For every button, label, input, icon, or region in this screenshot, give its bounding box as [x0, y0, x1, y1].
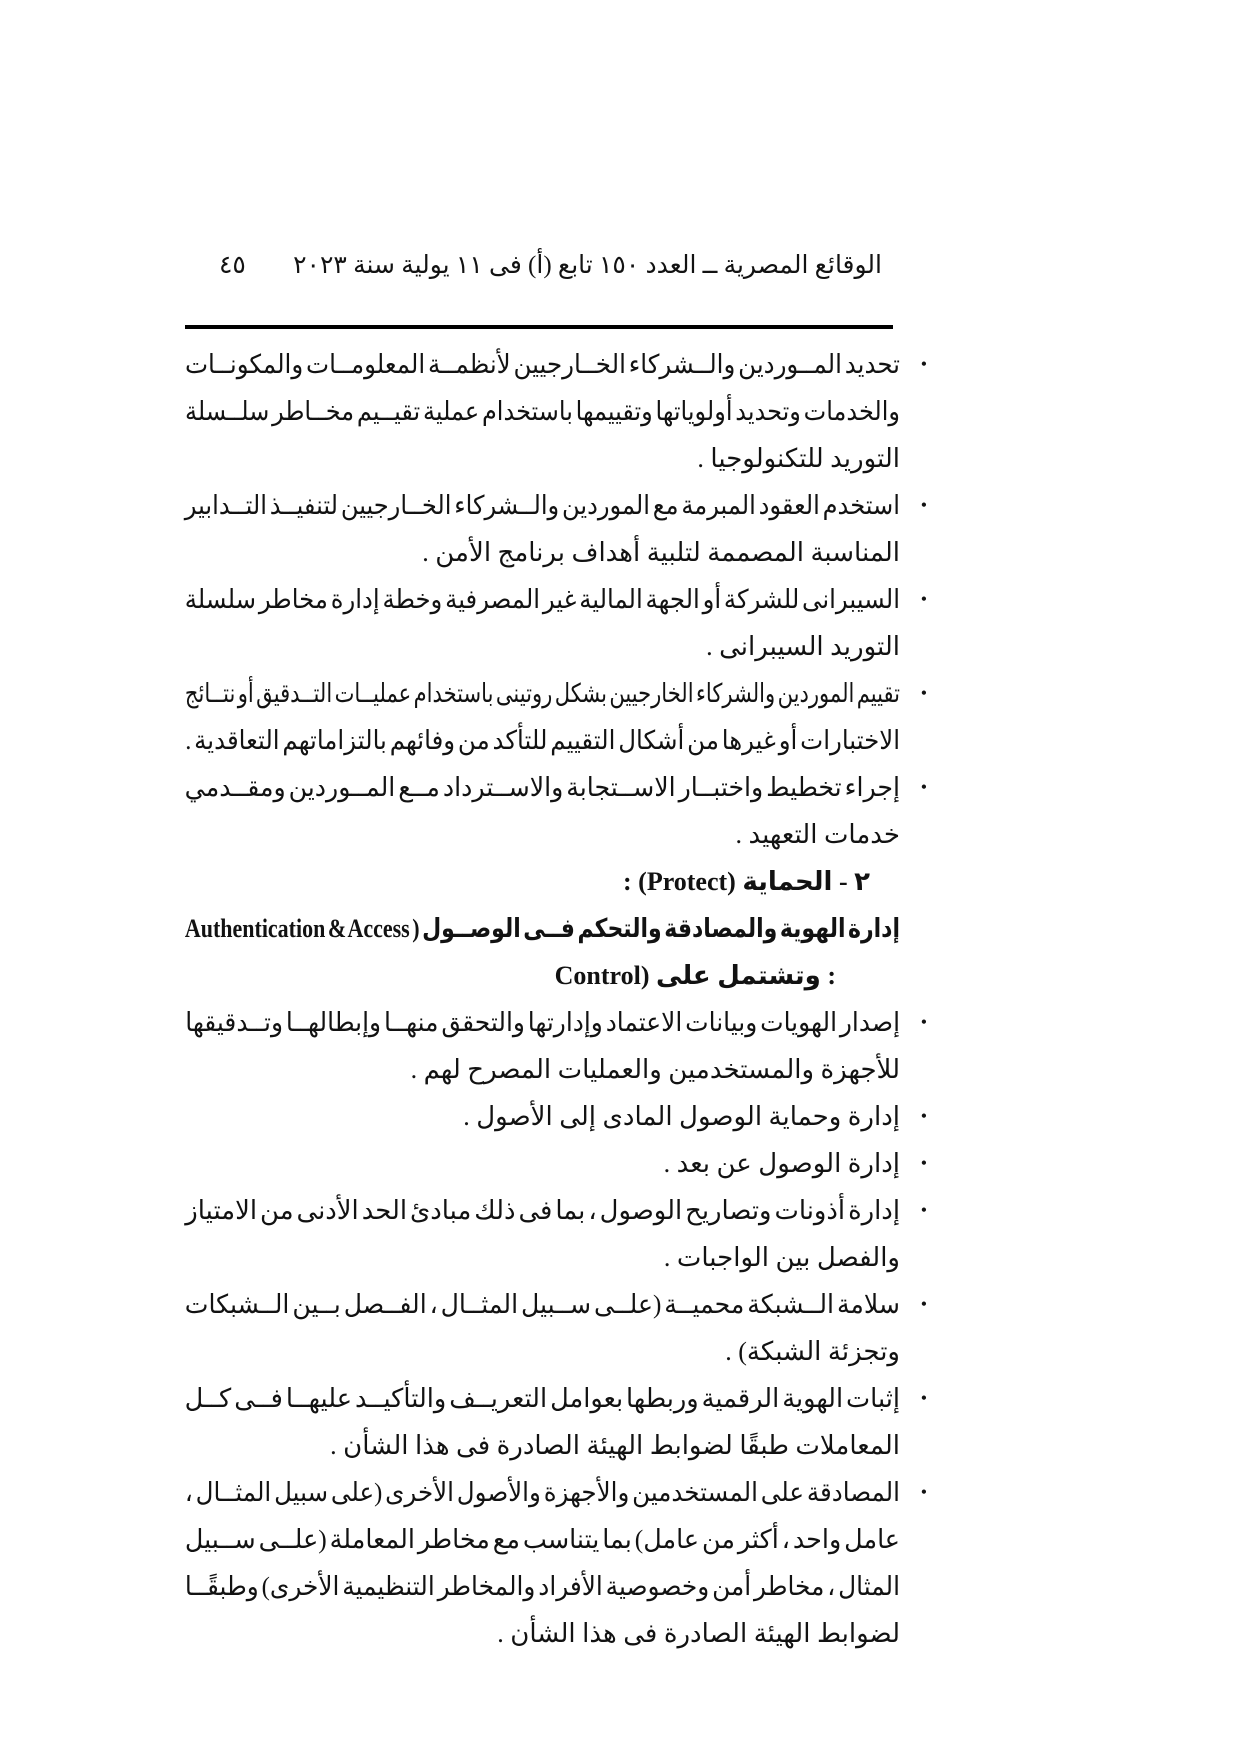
document-body [185, 341, 930, 1657]
bullet-icon: • [920, 1388, 927, 1408]
text-line: خدمات التعهيد . [735, 820, 900, 849]
text-line: التوريد السيبرانى . [706, 632, 900, 661]
bullet-icon: • [920, 1294, 927, 1314]
document-header [185, 242, 930, 280]
text-line: وتجزئة الشبكة) . [725, 1337, 900, 1366]
text-line: إدارة الهوية والمصادقة والتحكم فــى الوصــول ( Authentication & Access [184, 914, 900, 943]
page-number: ٤٥ [219, 252, 246, 279]
text-line: ٢ - الحماية (Protect) : [622, 867, 870, 896]
text-line: إدارة أذونات وتصاريح الوصول ، بما فى ذلك مبادئ الحد الأدنى من الامتياز [185, 1196, 901, 1225]
bullet-item [185, 670, 930, 764]
section-heading [185, 858, 930, 905]
bullet-icon: • [920, 683, 927, 703]
text-line: لضوابط الهيئة الصادرة فى هذا الشأن . [497, 1619, 900, 1648]
bullet-icon: • [920, 495, 927, 515]
bullet-item [185, 1469, 930, 1657]
text-line: سلامة الــشبكة محميــة (علــى ســبيل المثــال ، الفــصل بــين الــشبكات [184, 1290, 901, 1319]
bullet-icon: • [920, 1106, 927, 1126]
text-line: إدارة وحماية الوصول المادى إلى الأصول . [463, 1102, 900, 1131]
bullet-icon: • [920, 589, 927, 609]
bullet-item [185, 764, 930, 858]
text-line: المصادقة على المستخدمين والأجهزة والأصول الأخرى (على سبيل المثــال ، [184, 1478, 900, 1507]
text-line: إصدار الهويات وبيانات الاعتماد وإدارتها والتحقق منهــا وإبطالهــا وتــدقيقها [185, 1008, 901, 1037]
text-line: المعاملات طبقًا لضوابط الهيئة الصادرة فى هذا الشأن . [330, 1431, 900, 1460]
bullet-item [185, 1187, 930, 1281]
text-line: استخدم العقود المبرمة مع الموردين والــشركاء الخــارجيين لتنفيــذ التــدابير [184, 491, 900, 520]
bullet-icon: • [920, 777, 927, 797]
text-line: تحديد المــوردين والــشركاء الخــارجيين لأنظمــة المعلومــات والمكونــات [184, 350, 900, 379]
text-line: الاختبارات أو غيرها من أشكال التقييم للتأكد من وفائهم بالتزاماتهم التعاقدية . [185, 726, 901, 755]
bullet-icon: • [920, 1012, 927, 1032]
text-line: المثال ، مخاطر أمن وخصوصية الأفراد والمخاطر التنظيمية الأخرى) وطبقًــا [184, 1572, 900, 1601]
bullet-item [185, 1375, 930, 1469]
bullet-icon: • [920, 1482, 927, 1502]
page [185, 242, 930, 1657]
text-line: تقييم الموردين والشركاء الخارجيين بشكل روتينى باستخدام عمليــات التــدقيق أو نتــائج [184, 679, 900, 708]
text-line: عامل واحد ، أكثر من عامل) بما يتناسب مع مخاطر المعاملة (علــى ســبيل [184, 1525, 900, 1554]
text-line: والخدمات وتحديد أولوياتها وتقييمها باستخدام عملية تقيــيم مخــاطر سلــسلة [185, 397, 900, 426]
text-line: السيبرانى للشركة أو الجهة المالية غير المصرفية وخطة إدارة مخاطر سلسلة [184, 585, 901, 614]
bullet-item [185, 1140, 930, 1187]
bullet-item [185, 1093, 930, 1140]
bullet-item [185, 1281, 930, 1375]
bullet-icon: • [920, 1153, 927, 1173]
bullet-item [185, 999, 930, 1093]
text-line: المناسبة المصممة لتلبية أهداف برنامج الأمن . [422, 538, 900, 567]
text-line: التوريد للتكنولوجيا . [697, 444, 900, 473]
text-line: Control) وتشتمل على : [554, 961, 836, 990]
bold-paragraph [185, 905, 930, 999]
text-line: إدارة الوصول عن بعد . [663, 1149, 900, 1178]
header-title: الوقائع المصرية ــ العدد ١٥٠ تابع (أ) فى ١١ يولية سنة ٢٠٢٣ [293, 252, 882, 279]
bullet-item [185, 576, 930, 670]
text-line: إثبات الهوية الرقمية وربطها بعوامل التعريــف والتأكيــد عليهــا فــى كــل [184, 1384, 900, 1413]
text-line: للأجهزة والمستخدمين والعمليات المصرح لهم . [410, 1055, 900, 1084]
bullet-icon: • [920, 1200, 927, 1220]
text-line: والفصل بين الواجبات . [663, 1243, 900, 1272]
header-divider [185, 325, 893, 329]
bullet-icon: • [920, 354, 927, 374]
text-line: إجراء تخطيط واختبــار الاســتجابة والاســترداد مــع المــوردين ومقــدمي [184, 773, 900, 802]
bullet-item [185, 341, 930, 482]
bullet-item [185, 482, 930, 576]
